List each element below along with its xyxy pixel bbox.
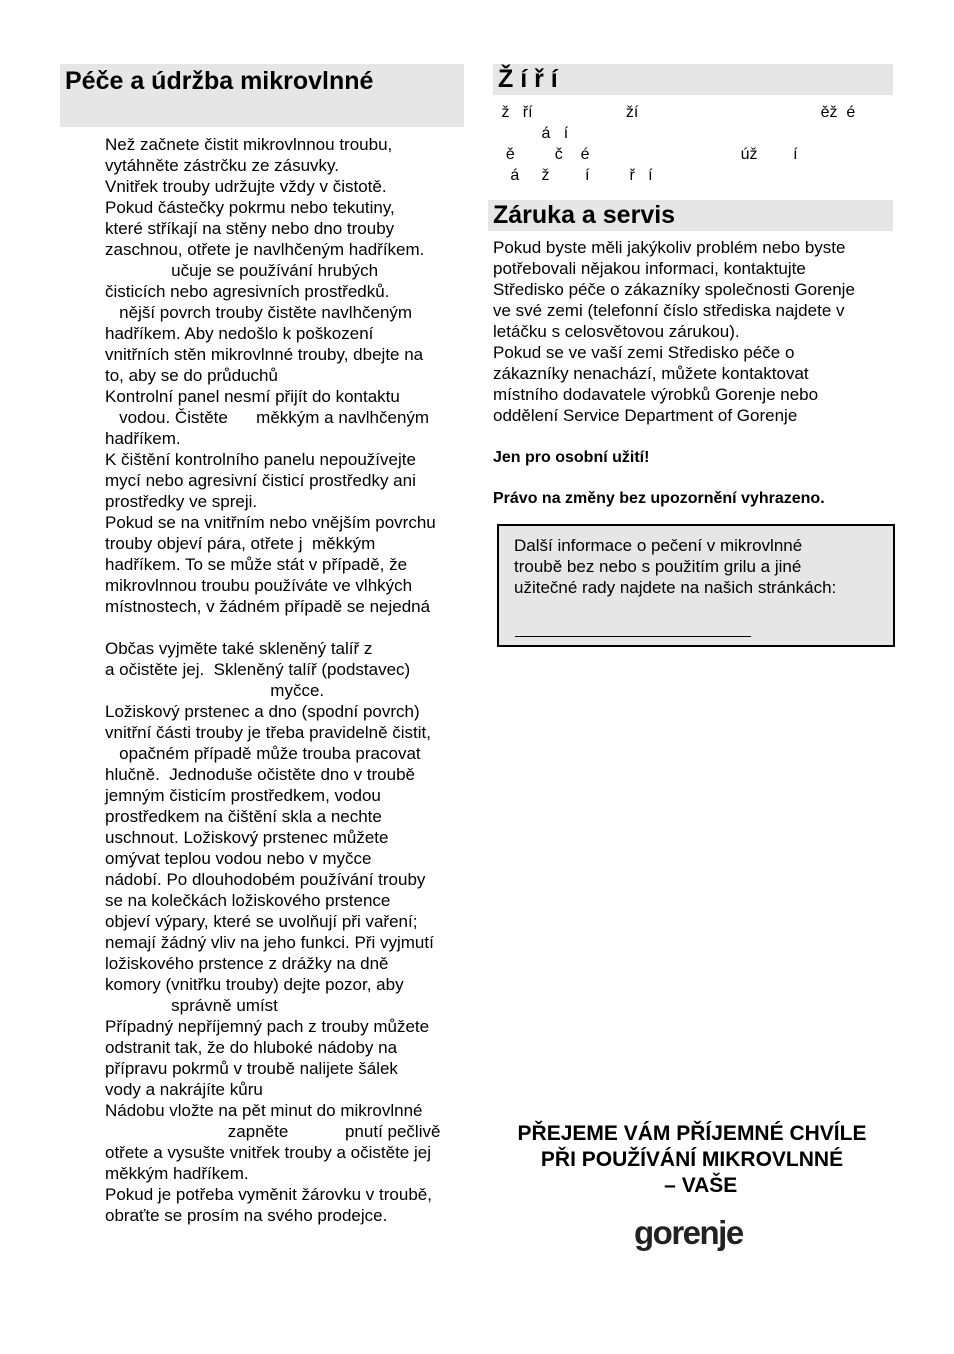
info-box-text: Další informace o pečení v mikrovlnné troubě bez nebo s použitím grilu a jiné užitečné rady najdete na našich stránkách:: [514, 536, 837, 597]
section-heading-ecology: Ž í ř í: [493, 64, 893, 95]
warranty-text: Pokud byste měli jakýkoliv problém nebo byste potřebovali nějakou informaci, kontaktujte Středisko péče o zákazníky společnosti Gorenje ve své zemi (telefonní číslo střediska najdete v letáčku s celosvětovou zárukou). Pokud se ve vaší zemi Středisko péče o zákazníky nenachází, můžete kontaktovat místního dodavatele výrobků Gorenje nebo oddělení Service Department of Gorenje: [493, 238, 855, 425]
ecology-text-fragment: ž ří ží ěž é á í ě č é úž í á ž í ř í: [501, 104, 856, 184]
closing-message: PŘEJEME VÁM PŘÍJEMNÉ CHVÍLE PŘI POUŽÍVÁNÍ MIKROVLNNÉ – VAŠE: [517, 1122, 867, 1197]
care-instructions-text: Než začnete čistit mikrovlnnou troubu, vytáhněte zástrčku ze zásuvky. Vnitřek trouby udržujte vždy v čistotě. Pokud částečky pokrmu nebo tekutiny, které stříkají na stěny nebo dno trouby zaschnou, otřete je navlhčeným hadříkem. učuje se používání hrubých čisticích nebo agresivních prostředků. nější povrch trouby čistěte navlhčeným hadříkem. Aby nedošlo k poškození vnitřních stěn mikrovlnné trouby, dbejte na to, aby se do průduchů Kontrolní panel nesmí přijít do kontaktu vodou. Čistěte měkkým a navlhčeným hadříkem. K čištění kontrolního panelu nepoužívejte mycí nebo agresivní čisticí prostředky ani prostředky ve spreji. Pokud se na vnitřním nebo vnějším povrchu trouby objeví pára, otřete j měkkým hadříkem. To se může stát v případě, že mikrovlnnou troubu používáte ve vlhkých místnostech, v žádném případě se nejedná Občas vyjměte také skleněný talíř z a očistěte jej. Skleněný talíř (podstavec) myčce. Ložiskový prstenec a dno (spodní povrch) vnitřní části trouby je třeba pravidelně čistit, opačném případě může trouba pracovat hlučně. Jednoduše očistěte dno v troubě jemným čisticím prostředkem, vodou prostředkem na čištění skla a nechte uschnout. Ložiskový prstenec můžete omývat teplou vodou nebo v myčce nádobí. Po dlouhodobém používání trouby se na kolečkách ložiskového prstence objeví výpary, které se uvolňují při vaření; nemají žádný vliv na jeho funkci. Při vyjmutí ložiskového prstence z drážky na dně komory (vnitřku trouby) dejte pozor, aby správně umíst Případný nepříjemný pach z trouby můžete odstranit tak, že do hluboké nádoby na přípravu pokrmů v troubě nalijete šálek vody a nakrájíte kůru Nádobu vložte na pět minut do mikrovlnné zapněte pnutí pečlivě otřete a vysušte vnitřek trouby a očistěte jej měkkým hadříkem. Pokud je potřeba vyměnit žárovku v troubě, obraťte se prosím na svého prodejce.: [105, 135, 441, 1225]
personal-use-note: Jen pro osobní užití!: [493, 449, 650, 466]
section-heading-care: Péče a údržba mikrovlnné: [60, 64, 464, 127]
rights-reserved-note: Právo na změny bez upozornění vyhrazeno.: [493, 490, 825, 507]
section-heading-warranty: Záruka a servis: [488, 200, 893, 231]
info-box: [497, 524, 895, 647]
url-blank-line: [515, 636, 751, 637]
gorenje-logo: gorenje: [634, 1214, 743, 1251]
